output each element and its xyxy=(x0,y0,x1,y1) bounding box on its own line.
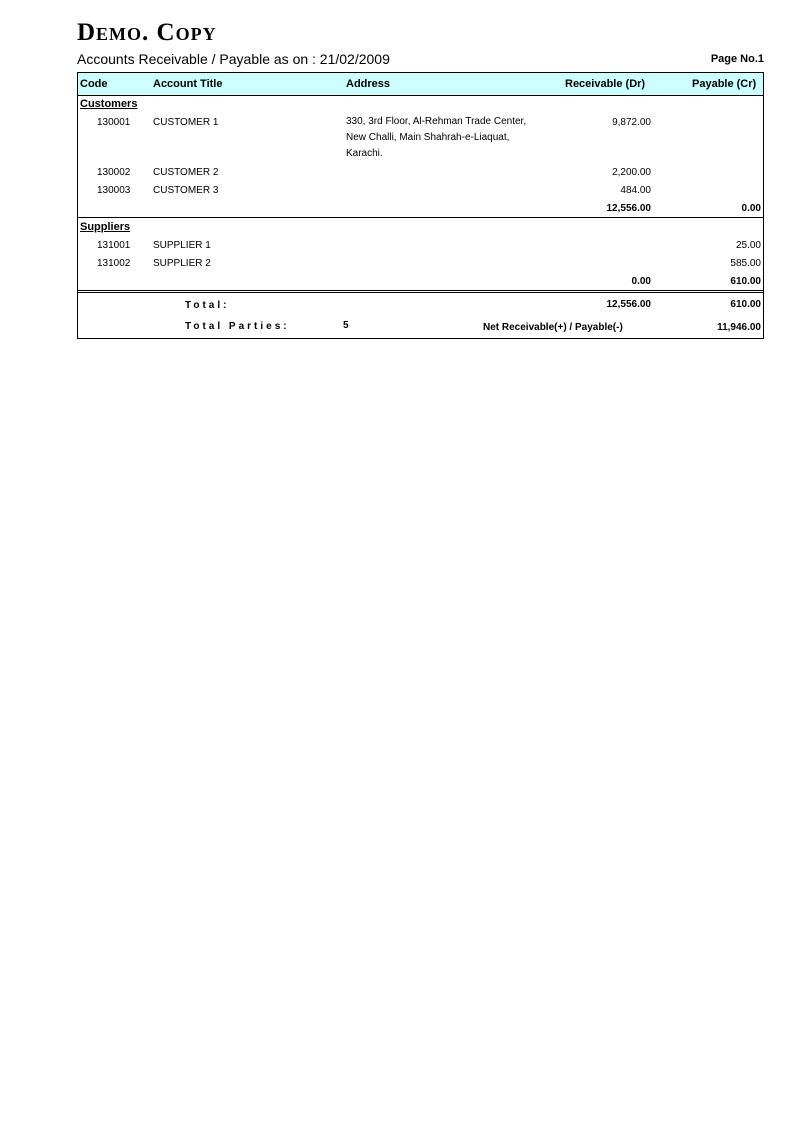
account-address xyxy=(346,114,526,162)
address-line: New Challi, Main Shahrah-e-Liaquat, xyxy=(346,132,510,143)
totals-divider xyxy=(78,290,763,291)
account-code: 130003 xyxy=(97,185,131,196)
col-payable-header: Payable (Cr) xyxy=(692,78,757,90)
group-heading-suppliers: Suppliers xyxy=(80,221,131,233)
table-header xyxy=(78,73,763,96)
account-title: SUPPLIER 1 xyxy=(153,240,211,251)
account-code: 130002 xyxy=(97,167,131,178)
payable-amount: 25.00 xyxy=(735,240,761,251)
report-table xyxy=(77,72,764,339)
col-receivable-header: Receivable (Dr) xyxy=(565,78,646,90)
subtotal-receivable: 12,556.00 xyxy=(606,203,651,214)
account-title: CUSTOMER 1 xyxy=(153,117,219,128)
receivable-amount: 9,872.00 xyxy=(612,117,651,128)
total-parties-count: 5 xyxy=(343,320,349,331)
col-address-header: Address xyxy=(346,78,391,90)
account-code: 130001 xyxy=(97,117,131,128)
report-title: Accounts Receivable / Payable as on : 21/02/2009 xyxy=(77,51,390,67)
subtotal-payable: 0.00 xyxy=(741,203,761,214)
account-code: 131002 xyxy=(97,258,131,269)
col-code-header: Code xyxy=(80,78,108,90)
address-line: 330, 3rd Floor, Al-Rehman Trade Center, xyxy=(346,116,527,127)
totals-divider xyxy=(78,292,763,293)
company-name: Demo. Copy xyxy=(77,19,217,46)
group-divider xyxy=(78,217,763,218)
subtotal-receivable: 0.00 xyxy=(631,276,651,287)
total-receivable: 12,556.00 xyxy=(606,299,651,310)
receivable-amount: 2,200.00 xyxy=(612,167,651,178)
payable-amount: 585.00 xyxy=(730,258,761,269)
account-title: SUPPLIER 2 xyxy=(153,258,211,269)
total-parties-label: Total Parties: xyxy=(185,321,290,332)
subtotal-payable: 610.00 xyxy=(730,276,761,287)
net-label: Net Receivable(+) / Payable(-) xyxy=(483,322,623,333)
receivable-amount: 484.00 xyxy=(620,185,651,196)
account-code: 131001 xyxy=(97,240,131,251)
group-heading-customers: Customers xyxy=(80,98,138,110)
net-value: 11,946.00 xyxy=(717,322,761,333)
total-label: Total: xyxy=(185,300,230,311)
address-line: Karachi. xyxy=(346,148,383,159)
total-payable: 610.00 xyxy=(730,299,761,310)
col-title-header: Account Title xyxy=(153,78,223,90)
page-number: Page No.1 xyxy=(710,53,764,65)
account-title: CUSTOMER 3 xyxy=(153,185,219,196)
account-title: CUSTOMER 2 xyxy=(153,167,219,178)
